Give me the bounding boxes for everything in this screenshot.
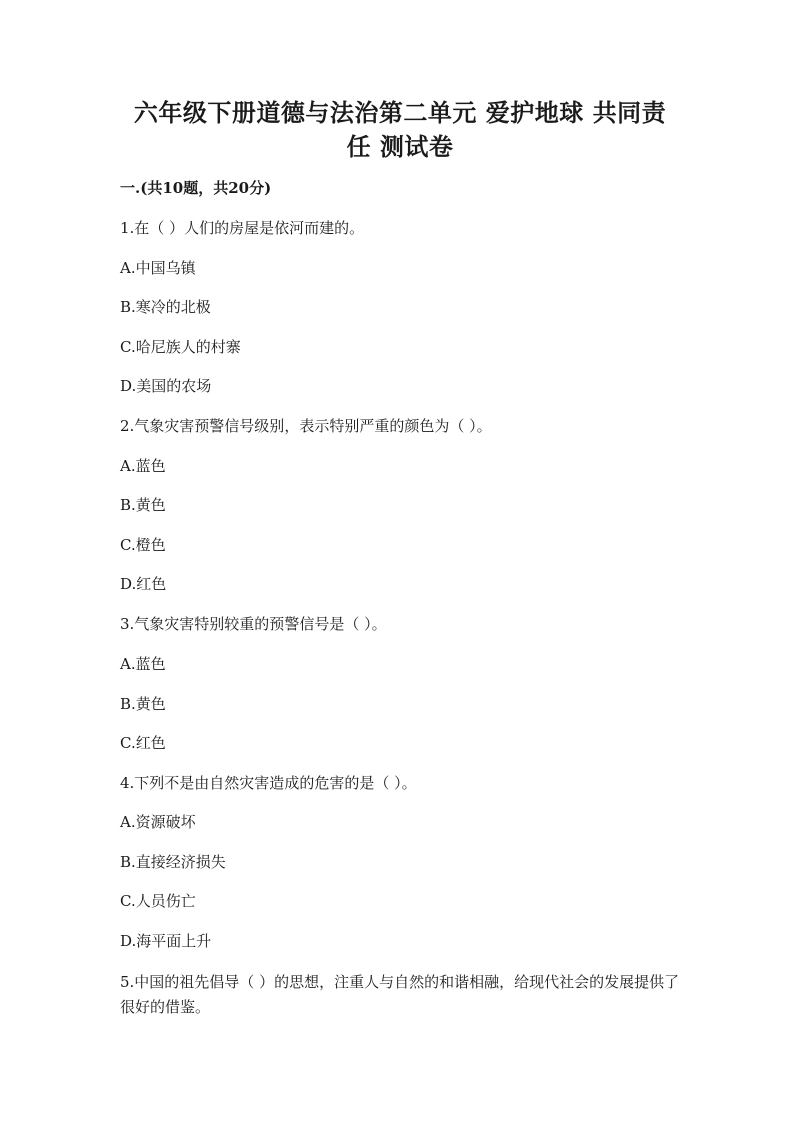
- question-2-stem: 2.气象灾害预警信号级别，表示特别严重的颜色为（ ）。: [120, 417, 492, 435]
- question-4-option-b: B.直接经济损失: [120, 853, 226, 871]
- question-2-option-a: A.蓝色: [120, 457, 166, 475]
- question-1-option-c: C.哈尼族人的村寨: [120, 338, 241, 356]
- question-1-option-d: D.美国的农场: [120, 377, 212, 395]
- question-2-option-b: B.黄色: [120, 496, 166, 514]
- question-5-stem: 5.中国的祖先倡导（ ）的思想，注重人与自然的和谐相融，给现代社会的发展提供了很好的借鉴。: [120, 973, 680, 1016]
- question-2-option-c: C.橙色: [120, 536, 166, 554]
- question-1-stem: 1.在（ ）人们的房屋是依河而建的。: [120, 219, 365, 237]
- section-header: 一.(共10题，共20分): [120, 179, 272, 197]
- question-1-option-b: B.寒冷的北极: [120, 298, 211, 316]
- document-title-line-1: 六年级下册道德与法治第二单元 爱护地球 共同责: [133, 98, 667, 127]
- question-3-stem: 3.气象灾害特别较重的预警信号是（ ）。: [120, 615, 387, 633]
- question-2-option-d: D.红色: [120, 575, 167, 593]
- question-4-option-d: D.海平面上升: [120, 932, 212, 950]
- document-title: [120, 96, 680, 164]
- question-1-option-a: A.中国乌镇: [120, 259, 196, 277]
- question-3-option-b: B.黄色: [120, 695, 166, 713]
- question-4-stem: 4.下列不是由自然灾害造成的危害的是（ ）。: [120, 774, 417, 792]
- question-3-option-c: C.红色: [120, 734, 166, 752]
- document-title-line-2: 任 测试卷: [346, 132, 454, 161]
- question-4-option-c: C.人员伤亡: [120, 892, 196, 910]
- question-4-option-a: A.资源破坏: [120, 813, 196, 831]
- question-3-option-a: A.蓝色: [120, 655, 166, 673]
